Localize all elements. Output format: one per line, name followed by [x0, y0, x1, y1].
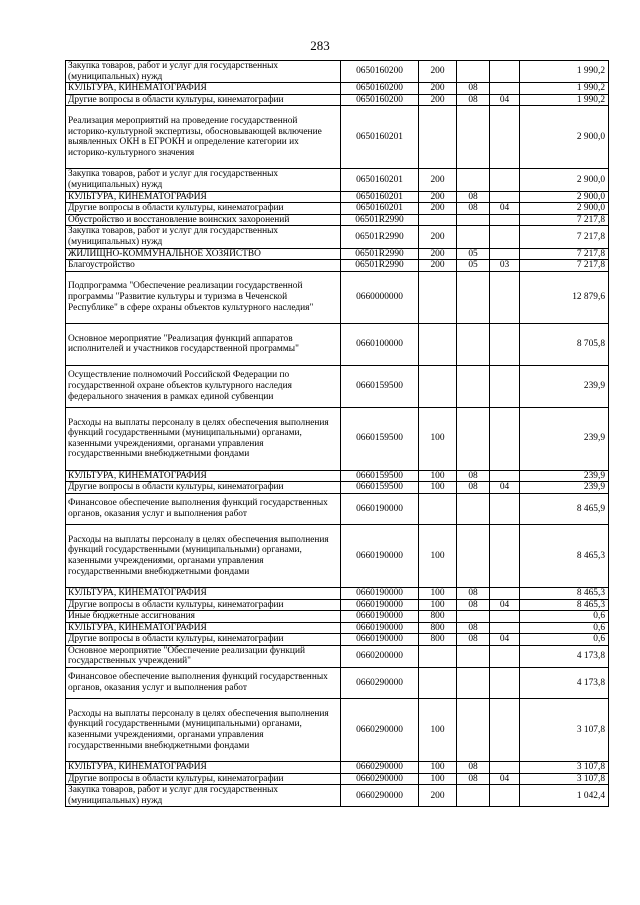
row-target-code: 0650160201: [341, 169, 419, 191]
row-target-code: 0660190000: [341, 634, 419, 646]
row-target-code: 0650160201: [341, 191, 419, 203]
row-subsection: 04: [490, 773, 520, 785]
table-row: [66, 271, 609, 323]
row-name: Другие вопросы в области культуры, кинематографии: [66, 203, 341, 215]
row-expense-type: 100: [419, 470, 457, 482]
row-name: Другие вопросы в области культуры, кинематографии: [66, 773, 341, 785]
row-name: Финансовое обеспечение выполнения функций государственных органов, оказания услуг и выполнения работ: [66, 668, 341, 699]
row-expense-type: 200: [419, 169, 457, 191]
row-amount: 3 107,8: [520, 699, 609, 762]
row-target-code: 0660190000: [341, 587, 419, 599]
row-section: [457, 668, 490, 699]
row-target-code: 0660290000: [341, 785, 419, 807]
row-section: 08: [457, 83, 490, 95]
row-subsection: [490, 365, 520, 407]
table-row: [66, 226, 609, 248]
row-amount: 239,9: [520, 482, 609, 494]
row-subsection: 04: [490, 94, 520, 106]
budget-table: [65, 60, 609, 807]
row-expense-type: [419, 323, 457, 365]
row-name: Закупка товаров, работ и услуг для государственных (муниципальных) нужд: [66, 226, 341, 248]
row-target-code: 0660000000: [341, 271, 419, 323]
row-amount: 239,9: [520, 470, 609, 482]
row-target-code: 06501R2990: [341, 260, 419, 272]
row-subsection: [490, 407, 520, 470]
row-section: 08: [457, 587, 490, 599]
row-expense-type: 100: [419, 524, 457, 587]
row-target-code: 0650160201: [341, 106, 419, 169]
table-row: [66, 248, 609, 260]
row-subsection: 03: [490, 260, 520, 272]
table-row: [66, 61, 609, 83]
row-section: [457, 524, 490, 587]
row-expense-type: 200: [419, 94, 457, 106]
row-subsection: [490, 622, 520, 634]
row-subsection: [490, 645, 520, 667]
row-amount: 4 173,8: [520, 645, 609, 667]
row-expense-type: 100: [419, 587, 457, 599]
table-row: [66, 482, 609, 494]
row-section: 08: [457, 773, 490, 785]
row-section: 08: [457, 203, 490, 215]
row-expense-type: [419, 214, 457, 226]
table-row: [66, 365, 609, 407]
row-section: [457, 493, 490, 524]
row-amount: 8 465,3: [520, 587, 609, 599]
row-section: [457, 645, 490, 667]
row-section: 08: [457, 622, 490, 634]
row-target-code: 0660190000: [341, 622, 419, 634]
row-section: [457, 271, 490, 323]
row-amount: 2 900,0: [520, 106, 609, 169]
row-name: Осуществление полномочий Российской Федерации по государственной охране объектов культурного наследия федерального значения в рамках единой субвенции: [66, 365, 341, 407]
row-target-code: 0660100000: [341, 323, 419, 365]
row-target-code: 0660159500: [341, 482, 419, 494]
row-name: Другие вопросы в области культуры, кинематографии: [66, 599, 341, 611]
row-name: Подпрограмма "Обеспечение реализации государственной программы "Развитие культуры и туризма в Чеченской Республике" в сфере охраны объектов культурного наследия": [66, 271, 341, 323]
row-target-code: 0660200000: [341, 645, 419, 667]
row-amount: 3 107,8: [520, 773, 609, 785]
row-expense-type: [419, 645, 457, 667]
row-name: Другие вопросы в области культуры, кинематографии: [66, 482, 341, 494]
table-row: [66, 785, 609, 807]
row-name: Основное мероприятие "Обеспечение реализации функций государственных учреждений": [66, 645, 341, 667]
row-section: [457, 365, 490, 407]
page-number: 283: [310, 38, 330, 53]
table-row: [66, 668, 609, 699]
row-name: Основное мероприятие "Реализация функций аппаратов исполнителей и участников государственной программы": [66, 323, 341, 365]
row-subsection: 04: [490, 634, 520, 646]
row-section: 08: [457, 94, 490, 106]
row-target-code: 0650160200: [341, 83, 419, 95]
row-section: [457, 611, 490, 623]
table-row: [66, 169, 609, 191]
row-subsection: [490, 493, 520, 524]
row-section: 08: [457, 191, 490, 203]
row-amount: 0,6: [520, 611, 609, 623]
row-subsection: [490, 762, 520, 774]
row-target-code: 0660190000: [341, 599, 419, 611]
table-row: [66, 94, 609, 106]
row-amount: 2 900,0: [520, 169, 609, 191]
row-expense-type: 200: [419, 248, 457, 260]
row-amount: 1 042,4: [520, 785, 609, 807]
table-row: [66, 260, 609, 272]
row-name: Расходы на выплаты персоналу в целях обеспечения выполнения функций государственными (муниципальными) органами, казенными учреждениями, органами управления государственными внебюджетными фондами: [66, 699, 341, 762]
table-row: [66, 524, 609, 587]
row-section: 08: [457, 470, 490, 482]
row-target-code: 0660290000: [341, 699, 419, 762]
row-amount: 8 465,3: [520, 599, 609, 611]
row-amount: 4 173,8: [520, 668, 609, 699]
row-name: ЖИЛИЩНО-КОММУНАЛЬНОЕ ХОЗЯЙСТВО: [66, 248, 341, 260]
row-expense-type: 200: [419, 83, 457, 95]
row-amount: 1 990,2: [520, 61, 609, 83]
table-row: [66, 470, 609, 482]
row-subsection: [490, 61, 520, 83]
row-amount: 2 900,0: [520, 203, 609, 215]
row-expense-type: [419, 365, 457, 407]
table-row: [66, 106, 609, 169]
table-row: [66, 493, 609, 524]
row-section: [457, 699, 490, 762]
table-row: [66, 214, 609, 226]
row-expense-type: 800: [419, 634, 457, 646]
row-name: Закупка товаров, работ и услуг для государственных (муниципальных) нужд: [66, 169, 341, 191]
row-subsection: [490, 214, 520, 226]
row-name: Обустройство и восстановление воинских захоронений: [66, 214, 341, 226]
row-section: [457, 214, 490, 226]
table-row: [66, 622, 609, 634]
table-row: [66, 203, 609, 215]
row-name: Закупка товаров, работ и услуг для государственных (муниципальных) нужд: [66, 61, 341, 83]
row-target-code: 0660290000: [341, 773, 419, 785]
row-expense-type: 100: [419, 773, 457, 785]
row-target-code: 0660290000: [341, 668, 419, 699]
row-name: КУЛЬТУРА, КИНЕМАТОГРАФИЯ: [66, 622, 341, 634]
row-expense-type: [419, 106, 457, 169]
table-row: [66, 773, 609, 785]
row-amount: 239,9: [520, 365, 609, 407]
row-target-code: 0660159500: [341, 470, 419, 482]
row-expense-type: 200: [419, 203, 457, 215]
table-row: [66, 83, 609, 95]
row-target-code: 0650160200: [341, 61, 419, 83]
row-amount: 7 217,8: [520, 214, 609, 226]
row-name: КУЛЬТУРА, КИНЕМАТОГРАФИЯ: [66, 587, 341, 599]
row-name: Иные бюджетные ассигнования: [66, 611, 341, 623]
row-section: 08: [457, 482, 490, 494]
row-target-code: 06501R2990: [341, 214, 419, 226]
row-amount: 3 107,8: [520, 762, 609, 774]
row-amount: 7 217,8: [520, 248, 609, 260]
row-subsection: 04: [490, 203, 520, 215]
row-target-code: 0660190000: [341, 611, 419, 623]
row-subsection: [490, 106, 520, 169]
row-amount: 12 879,6: [520, 271, 609, 323]
row-section: [457, 61, 490, 83]
row-subsection: [490, 248, 520, 260]
row-expense-type: 200: [419, 61, 457, 83]
row-amount: 8 705,8: [520, 323, 609, 365]
row-expense-type: 100: [419, 762, 457, 774]
table-row: [66, 645, 609, 667]
table-row: [66, 407, 609, 470]
row-name: КУЛЬТУРА, КИНЕМАТОГРАФИЯ: [66, 191, 341, 203]
row-section: [457, 169, 490, 191]
row-subsection: [490, 83, 520, 95]
row-subsection: [490, 785, 520, 807]
row-amount: 1 990,2: [520, 83, 609, 95]
row-name: КУЛЬТУРА, КИНЕМАТОГРАФИЯ: [66, 470, 341, 482]
row-name: КУЛЬТУРА, КИНЕМАТОГРАФИЯ: [66, 762, 341, 774]
row-name: Расходы на выплаты персоналу в целях обеспечения выполнения функций государственными (муниципальными) органами, казенными учреждениями, органами управления государственными внебюджетными фондами: [66, 524, 341, 587]
table-row: [66, 762, 609, 774]
table-row: [66, 599, 609, 611]
table-row: [66, 634, 609, 646]
row-target-code: 0660159500: [341, 365, 419, 407]
row-expense-type: 200: [419, 191, 457, 203]
row-expense-type: 800: [419, 611, 457, 623]
row-name: Реализация мероприятий на проведение государственной историко-культурной экспертизы, обосновывающей включение выявленных ОКН в ЕГРОКН и определение категории их историко-культурного значения: [66, 106, 341, 169]
row-subsection: [490, 169, 520, 191]
row-name: Закупка товаров, работ и услуг для государственных (муниципальных) нужд: [66, 785, 341, 807]
row-target-code: 06501R2990: [341, 226, 419, 248]
row-section: [457, 407, 490, 470]
table-row: [66, 611, 609, 623]
row-target-code: 0660290000: [341, 762, 419, 774]
row-target-code: 0660159500: [341, 407, 419, 470]
row-expense-type: 800: [419, 622, 457, 634]
row-section: 08: [457, 599, 490, 611]
row-subsection: [490, 668, 520, 699]
row-expense-type: [419, 668, 457, 699]
row-target-code: 0660190000: [341, 493, 419, 524]
row-amount: 7 217,8: [520, 260, 609, 272]
row-subsection: 04: [490, 599, 520, 611]
table-row: [66, 699, 609, 762]
row-section: [457, 226, 490, 248]
row-expense-type: 200: [419, 226, 457, 248]
row-section: [457, 785, 490, 807]
row-subsection: [490, 271, 520, 323]
row-expense-type: 200: [419, 260, 457, 272]
row-amount: 2 900,0: [520, 191, 609, 203]
row-expense-type: 100: [419, 699, 457, 762]
row-subsection: [490, 470, 520, 482]
row-expense-type: 100: [419, 407, 457, 470]
row-subsection: [490, 587, 520, 599]
row-section: 08: [457, 634, 490, 646]
row-target-code: 0660190000: [341, 524, 419, 587]
row-section: 05: [457, 260, 490, 272]
row-amount: 239,9: [520, 407, 609, 470]
row-target-code: 06501R2990: [341, 248, 419, 260]
row-amount: 7 217,8: [520, 226, 609, 248]
row-subsection: [490, 699, 520, 762]
row-target-code: 0650160201: [341, 203, 419, 215]
table-row: [66, 191, 609, 203]
row-subsection: [490, 524, 520, 587]
row-subsection: [490, 611, 520, 623]
row-section: [457, 323, 490, 365]
row-expense-type: [419, 271, 457, 323]
row-name: Благоустройство: [66, 260, 341, 272]
row-expense-type: 100: [419, 599, 457, 611]
row-expense-type: 200: [419, 785, 457, 807]
row-section: [457, 106, 490, 169]
row-section: 05: [457, 248, 490, 260]
row-amount: 8 465,9: [520, 493, 609, 524]
table-row: [66, 323, 609, 365]
row-subsection: [490, 191, 520, 203]
row-amount: 1 990,2: [520, 94, 609, 106]
row-amount: 8 465,3: [520, 524, 609, 587]
row-subsection: [490, 226, 520, 248]
row-subsection: 04: [490, 482, 520, 494]
row-name: КУЛЬТУРА, КИНЕМАТОГРАФИЯ: [66, 83, 341, 95]
row-amount: 0,6: [520, 634, 609, 646]
row-expense-type: [419, 493, 457, 524]
row-name: Расходы на выплаты персоналу в целях обеспечения выполнения функций государственными (муниципальными) органами, казенными учреждениями, органами управления государственными внебюджетными фондами: [66, 407, 341, 470]
row-section: 08: [457, 762, 490, 774]
row-subsection: [490, 323, 520, 365]
row-expense-type: 100: [419, 482, 457, 494]
row-name: Финансовое обеспечение выполнения функций государственных органов, оказания услуг и выполнения работ: [66, 493, 341, 524]
row-amount: 0,6: [520, 622, 609, 634]
table-row: [66, 587, 609, 599]
row-target-code: 0650160200: [341, 94, 419, 106]
row-name: Другие вопросы в области культуры, кинематографии: [66, 94, 341, 106]
row-name: Другие вопросы в области культуры, кинематографии: [66, 634, 341, 646]
